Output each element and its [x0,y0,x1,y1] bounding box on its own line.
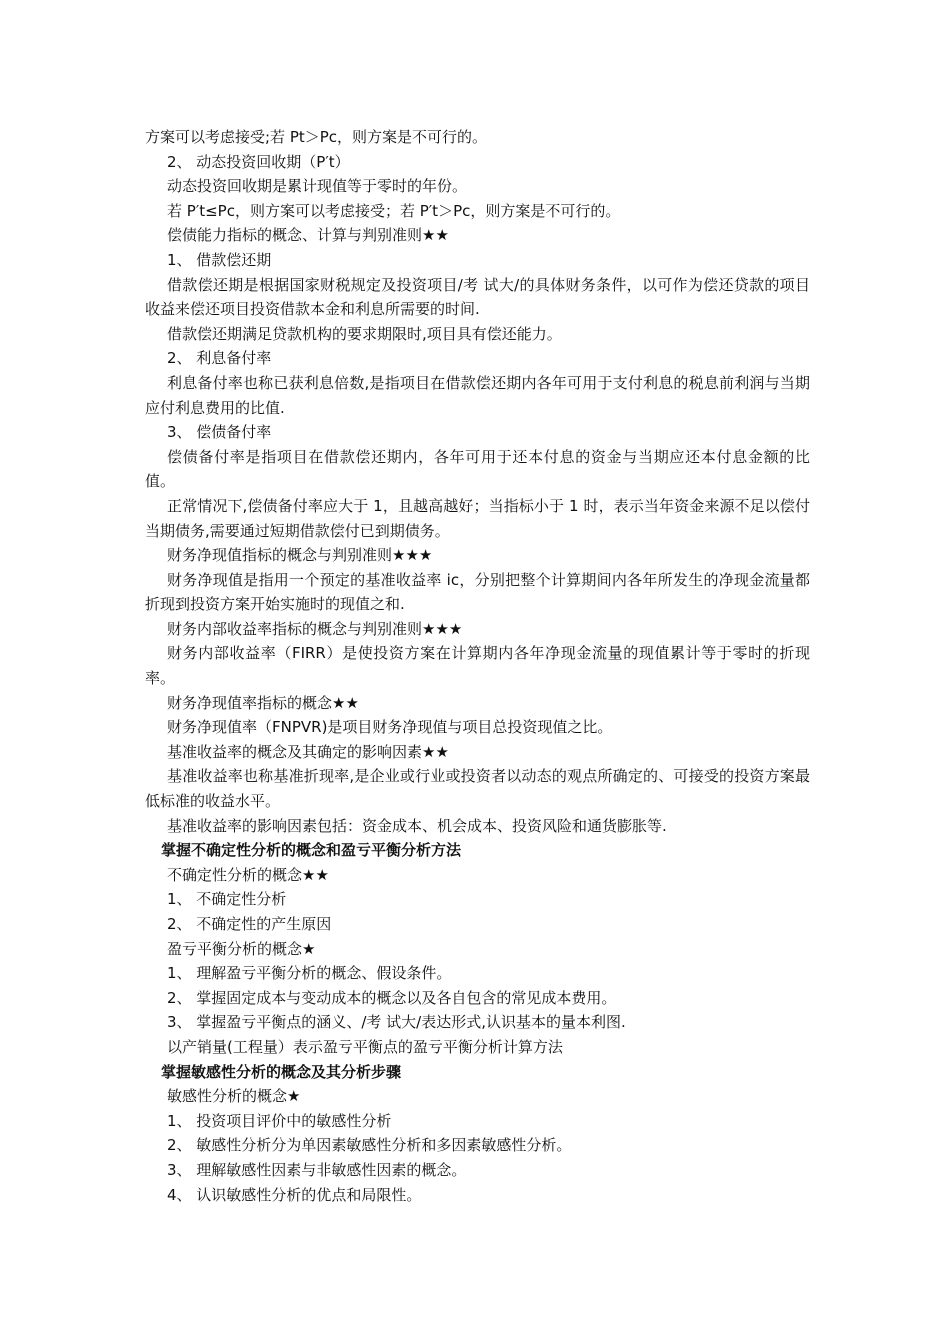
paragraph: 基准收益率也称基准折现率,是企业或行业或投资者以动态的观点所确定的、可接受的投资方案最低标准的收益水平。 [145,767,810,811]
list-item: 2、 利息备付率 [167,349,272,368]
list-item: 1、 不确定性分析 [167,890,287,909]
paragraph: 盈亏平衡分析的概念★ [167,939,316,958]
section-heading: 掌握敏感性分析的概念及其分析步骤 [161,1062,402,1081]
list-item: 1、 投资项目评价中的敏感性分析 [167,1111,392,1130]
paragraph: 财务净现值率指标的概念★★ [167,693,359,712]
paragraph: 基准收益率的概念及其确定的影响因素★★ [167,742,449,761]
list-item: 3、 掌握盈亏平衡点的涵义、/考 试大/表达形式,认识基本的量本利图. [167,1013,626,1032]
paragraph: 不确定性分析的概念★★ [167,865,329,884]
paragraph: 基准收益率的影响因素包括：资金成本、机会成本、投资风险和通货膨胀等. [167,816,667,835]
list-item: 4、 认识敏感性分析的优点和局限性。 [167,1185,422,1204]
paragraph: 财务内部收益率指标的概念与判别准则★★★ [167,619,463,638]
list-item: 2、 动态投资回收期（P′t） [167,152,350,171]
paragraph: 敏感性分析的概念★ [167,1087,301,1106]
paragraph: 方案可以考虑接受;若 Pt＞Pc，则方案是不可行的。 [145,128,488,146]
paragraph: 利息备付率也称已获利息倍数,是指项目在借款偿还期内各年可用于支付利息的税息前利润与当期应付利息费用的比值. [145,373,810,417]
list-item: 3、 偿债备付率 [167,423,272,442]
paragraph: 以产销量(工程量）表示盈亏平衡点的盈亏平衡分析计算方法 [167,1037,563,1056]
list-item: 1、 借款偿还期 [167,250,272,269]
list-item: 3、 理解敏感性因素与非敏感性因素的概念。 [167,1160,467,1179]
paragraph: 借款偿还期满足贷款机构的要求期限时,项目具有偿还能力。 [167,324,562,343]
list-item: 1、 理解盈亏平衡分析的概念、假设条件。 [167,964,452,983]
paragraph: 财务净现值率（FNPVR)是项目财务净现值与项目总投资现值之比。 [167,718,613,737]
list-item: 2、 掌握固定成本与变动成本的概念以及各自包含的常见成本费用。 [167,988,617,1007]
section-heading: 掌握不确定性分析的概念和盈亏平衡分析方法 [161,841,462,860]
list-item: 2、 敏感性分析分为单因素敏感性分析和多因素敏感性分析。 [167,1136,572,1155]
list-item: 2、 不确定性的产生原因 [167,915,332,933]
paragraph: 财务净现值指标的概念与判别准则★★★ [167,546,433,565]
paragraph: 正常情况下,偿债备付率应大于 1，且越高越好；当指标小于 1 时，表示当年资金来源不足以偿付当期债务,需要通过短期借款偿付已到期债务。 [145,496,810,540]
paragraph: 财务内部收益率（FIRR）是使投资方案在计算期内各年净现金流量的现值累计等于零时的折现率。 [145,644,810,688]
paragraph: 财务净现值是指用一个预定的基准收益率 ic，分别把整个计算期间内各年所发生的净现金流量都折现到投资方案开始实施时的现值之和. [145,570,810,614]
paragraph: 偿债能力指标的概念、计算与判别准则★★ [167,226,449,245]
paragraph: 偿债备付率是指项目在借款偿还期内，各年可用于还本付息的资金与当期应还本付息金额的比值。 [145,447,810,491]
document-body [145,125,810,1207]
paragraph: 动态投资回收期是累计现值等于零时的年份。 [167,177,468,196]
paragraph: 若 P′t≤Pc，则方案可以考虑接受；若 P′t＞Pc，则方案是不可行的。 [167,201,621,220]
paragraph: 借款偿还期是根据国家财税规定及投资项目/考 试大/的具体财务条件，以可作为偿还贷款的项目收益来偿还项目投资借款本金和利息所需要的时间. [145,275,810,319]
